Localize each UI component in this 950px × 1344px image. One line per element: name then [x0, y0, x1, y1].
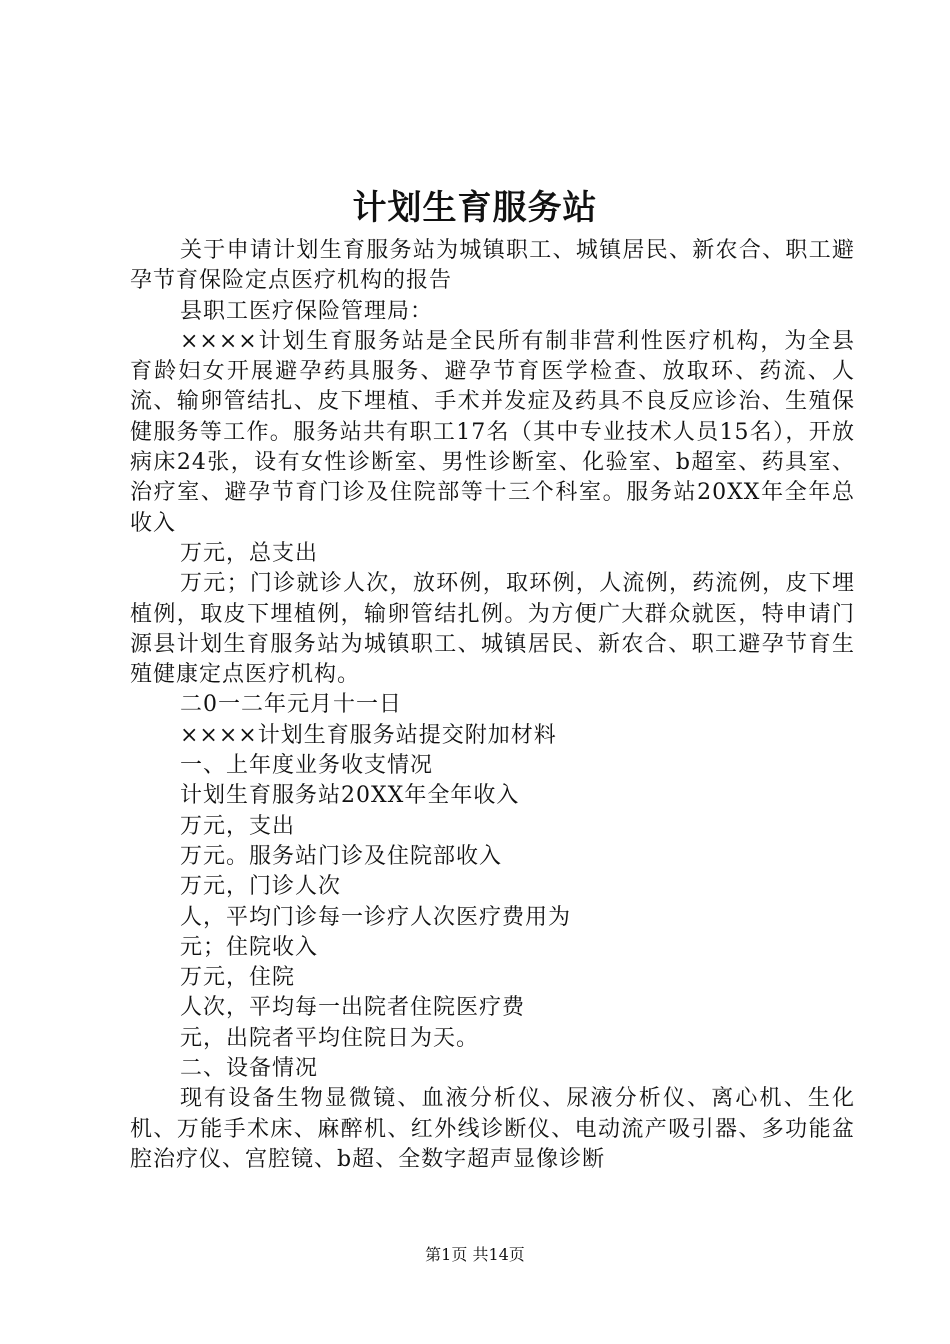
paragraph-average-cost: 人，平均门诊每一诊疗人次医疗费用为	[180, 904, 572, 930]
paragraph-annual-income: 计划生育服务站20XX年全年收入	[180, 783, 520, 809]
paragraph-introduction: ××××计划生育服务站是全民所有制非营利性医疗机构，为全县育龄妇女开展避孕药具服务、避孕节育医学检查、放取环、药流、人流、输卵管结扎、皮下埋植、手术并发症及药具不良反应诊治、生殖保健服务等工作。服务站共有职工17名（其中专业技术人员15名），开放病床24张，设有女性诊断室、男性诊断室、化验室、b超室、药具室、治疗室、避孕节育门诊及住院部等十三个科室。服务站20XX年全年总收入	[130, 328, 855, 536]
paragraph-outpatient-visits: 万元，门诊人次	[180, 874, 342, 900]
paragraph-attachment-title: ××××计划生育服务站提交附加材料	[180, 722, 557, 748]
paragraph-report-heading: 关于申请计划生育服务站为城镇职工、城镇居民、新农合、职工避孕节育保险定点医疗机构的报告	[130, 238, 855, 294]
paragraph-outpatient-income: 万元。服务站门诊及住院部收入	[180, 843, 503, 869]
paragraph-addressee: 县职工医疗保险管理局：	[180, 298, 434, 324]
section-heading-finance: 一、上年度业务收支情况	[180, 753, 434, 779]
paragraph-inpatient: 万元，住院	[180, 965, 296, 991]
paragraph-date: 二0一二年元月十一日	[180, 692, 402, 718]
paragraph-inpatient-income: 元；住院收入	[180, 934, 319, 960]
page-number: 第1页 共14页	[425, 1245, 525, 1264]
section-heading-equipment: 二、设备情况	[180, 1056, 319, 1082]
document-title: 计划生育服务站	[352, 188, 598, 228]
paragraph-discharge-cost: 人次，平均每一出院者住院医疗费	[180, 995, 526, 1021]
paragraph-expense: 万元，总支出	[180, 540, 319, 566]
document-body	[130, 236, 855, 1175]
paragraph-statistics: 万元；门诊就诊人次，放环例，取环例，人流例，药流例，皮下埋植例，取皮下埋植例，输卵管结扎例。为方便广大群众就医，特申请门源县计划生育服务站为城镇职工、城镇居民、新农合、职工避孕节育生殖健康定点医疗机构。	[130, 571, 855, 688]
paragraph-average-stay: 元，出院者平均住院日为天。	[180, 1025, 480, 1051]
paragraph-expenditure: 万元，支出	[180, 813, 296, 839]
paragraph-equipment-list: 现有设备生物显微镜、血液分析仪、尿液分析仪、离心机、生化机、万能手术床、麻醉机、红外线诊断仪、电动流产吸引器、多功能盆腔治疗仪、宫腔镜、b超、全数字超声显像诊断	[130, 1086, 855, 1172]
